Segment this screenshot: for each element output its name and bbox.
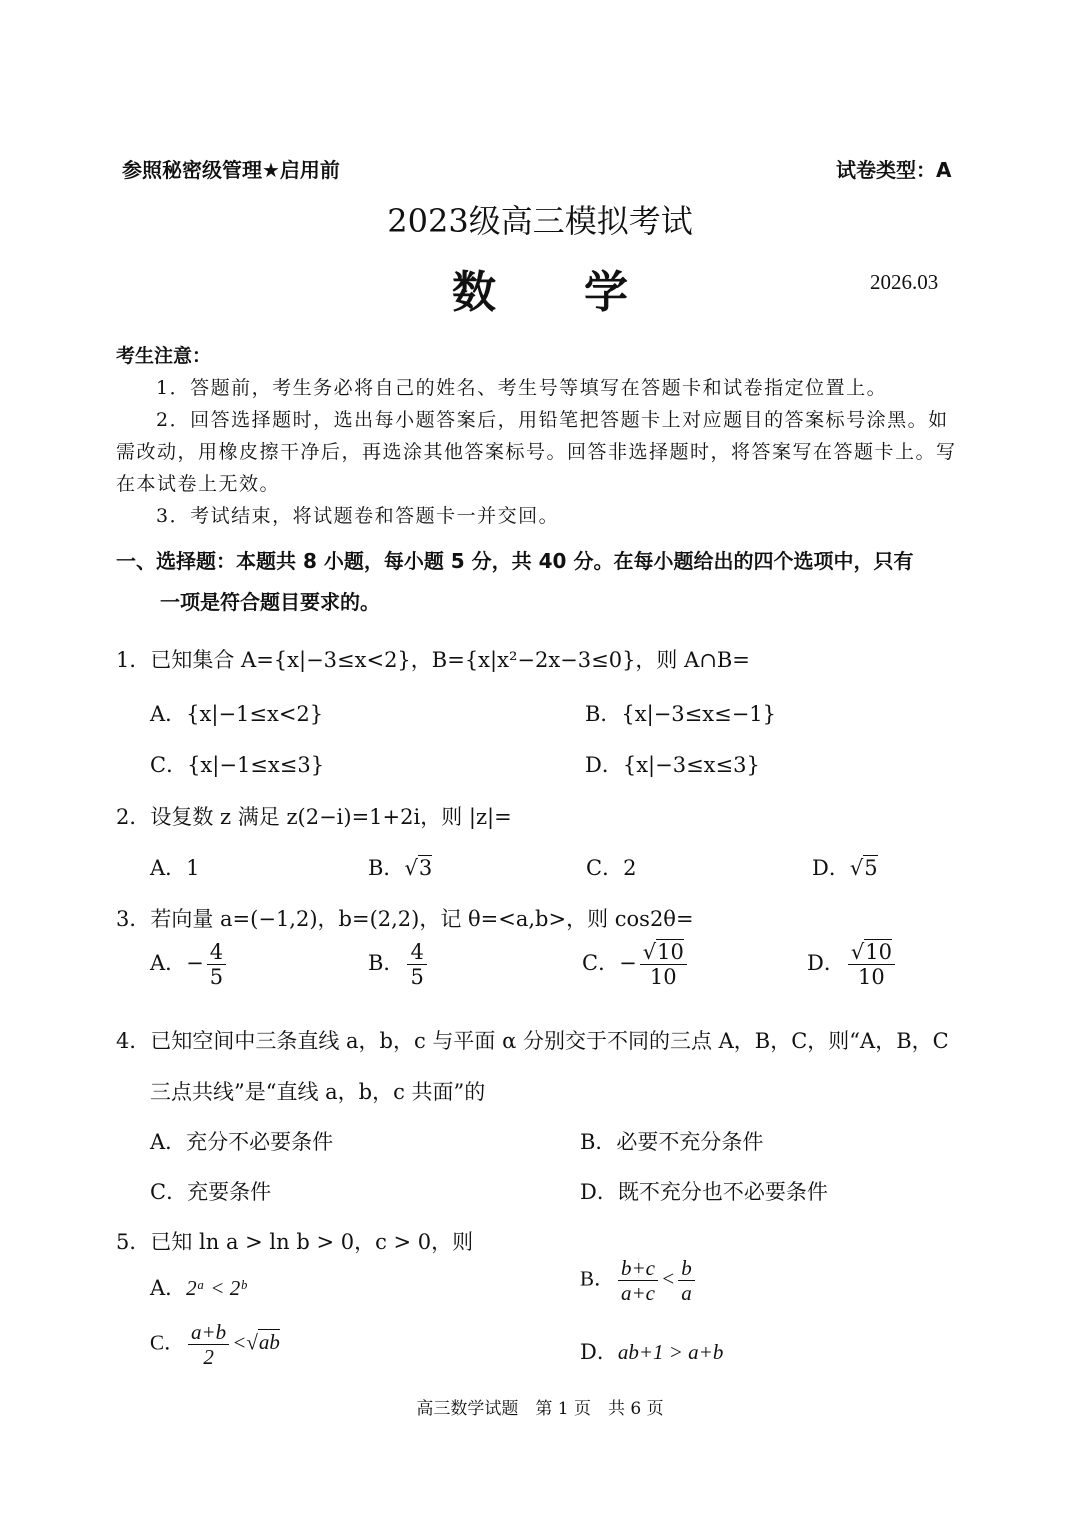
q4-option-b: B．必要不充分条件 <box>580 1130 764 1154</box>
q5-option-a <box>150 1272 246 1302</box>
q3-option-c <box>582 940 690 989</box>
exam-title: 2023级高三模拟考试 <box>387 202 693 240</box>
numerator: b <box>678 1256 695 1281</box>
numerator: b+c <box>618 1256 658 1281</box>
denominator: 5 <box>209 965 224 990</box>
sqrt-radicand: 10 <box>865 940 892 964</box>
q2-option-a <box>150 852 200 882</box>
q3-option-d <box>807 940 898 989</box>
notice-heading: 考生注意： <box>116 345 212 367</box>
notice-item: 2．回答选择题时，选出每小题答案后，用铅笔把答题卡上对应题目的答案标号涂黑。如需改动，用橡皮擦干净后，再选涂其他答案标号。回答非选择题时，将答案写在答题卡上。写在本试卷上无效。 <box>116 409 957 495</box>
question-2-stem: 2．设复数 z 满足 z(2−i)=1+2i，则 |z|= <box>116 805 512 829</box>
page-footer: 高三数学试题 第 1 页 共 6 页 <box>416 1399 664 1419</box>
sign: − <box>186 951 204 976</box>
option-label: A． <box>150 856 187 880</box>
sqrt-radicand: 10 <box>657 940 684 964</box>
denominator: a+c <box>621 1281 656 1306</box>
question-1-stem: 1．已知集合 A={x|−3≤x<2}，B={x|x²−2x−3≤0}，则 A∩B= <box>116 648 750 672</box>
paper-type: 试卷类型：A <box>836 158 952 182</box>
option-label: B． <box>368 951 405 976</box>
subject-title: 数 学 <box>452 267 628 318</box>
exam-date: 2026.03 <box>870 270 939 294</box>
notice-item: 1．答题前，考生务必将自己的姓名、考生号等填写在答题卡和试卷指定位置上。 <box>156 377 888 399</box>
q4-option-d: D．既不充分也不必要条件 <box>580 1180 828 1204</box>
sqrt-radicand: 3 <box>418 856 433 880</box>
q5-option-c: C． $\frac{a+b}{2}$ <√ab <box>150 1320 280 1370</box>
option-label: A． <box>150 1276 187 1300</box>
fraction <box>678 1256 695 1305</box>
sign: − <box>619 951 637 976</box>
sqrt-radicand: ab <box>258 1330 280 1355</box>
option-value: ab+1 > a+b <box>617 1340 724 1364</box>
question-4-stem-cont: 三点共线”是“直线 a，b，c 共面”的 <box>150 1080 486 1104</box>
q2-option-d: D．√5 <box>812 856 878 880</box>
q1-option-a: A．{x|−1≤x<2} <box>150 702 324 726</box>
fraction <box>848 940 895 989</box>
notice-item: 3．考试结束，将试题卷和答题卡一并交回。 <box>156 505 560 527</box>
option-value: 1 <box>186 856 200 880</box>
fraction <box>407 940 426 989</box>
question-4-stem: 4．已知空间中三条直线 a，b，c 与平面 α 分别交于不同的三点 A，B，C，则“A，B，C <box>116 1029 949 1053</box>
option-label: D． <box>807 951 845 976</box>
q3-option-b <box>368 940 430 989</box>
numerator: 4 <box>207 940 226 965</box>
denominator: 2 <box>203 1345 214 1370</box>
option-label: A． <box>150 951 187 976</box>
option-label: C． <box>582 951 620 976</box>
option-label: C． <box>586 856 624 880</box>
q5-option-d <box>580 1336 723 1366</box>
q3-option-a <box>150 940 229 989</box>
fraction <box>618 1256 658 1305</box>
option-value: 2 <box>623 856 637 880</box>
option-label: D． <box>812 856 850 880</box>
option-value: 2ᵃ < 2ᵇ <box>186 1276 246 1300</box>
section-heading-cont: 一项是符合题目要求的。 <box>160 590 380 614</box>
q2-option-b: B．√3 <box>368 856 433 880</box>
operator: < <box>232 1330 247 1355</box>
section-heading: 一、选择题：本题共 8 小题，每小题 5 分，共 40 分。在每小题给出的四个选项中，只有 <box>116 549 914 573</box>
confidentiality-label: 参照秘密级管理★启用前 <box>122 158 340 182</box>
fraction <box>188 1320 229 1369</box>
q4-option-c: C．充要条件 <box>150 1180 272 1204</box>
denominator: 10 <box>649 965 677 990</box>
numerator: √10 <box>640 940 687 965</box>
denominator: 5 <box>410 965 424 990</box>
option-label: B． <box>368 856 405 880</box>
denominator: 10 <box>858 965 885 990</box>
notice-block <box>116 340 968 532</box>
q1-option-c: C．{x|−1≤x≤3} <box>150 753 325 777</box>
question-5-stem: 5．已知 ln a > ln b > 0，c > 0，则 <box>116 1230 474 1254</box>
numerator: 4 <box>407 940 426 965</box>
numerator: √10 <box>848 940 895 965</box>
q1-option-b: B．{x|−3≤x≤−1} <box>585 702 777 726</box>
option-label: B． <box>580 1266 616 1291</box>
question-3-stem: 3．若向量 a=(−1,2)，b=(2,2)，记 θ=<a,b>，则 cos2θ= <box>116 907 694 931</box>
numerator: a+b <box>188 1320 229 1345</box>
q1-option-d: D．{x|−3≤x≤3} <box>585 753 760 777</box>
fraction <box>207 940 226 989</box>
denominator: a <box>681 1281 692 1306</box>
sqrt-radicand: 5 <box>864 856 878 880</box>
option-label: D． <box>580 1340 618 1364</box>
q2-option-c <box>586 852 636 882</box>
operator: < <box>661 1266 676 1291</box>
q5-option-b <box>580 1256 698 1305</box>
fraction <box>640 940 687 989</box>
option-label: C． <box>150 1330 186 1355</box>
q4-option-a: A．充分不必要条件 <box>150 1130 334 1154</box>
